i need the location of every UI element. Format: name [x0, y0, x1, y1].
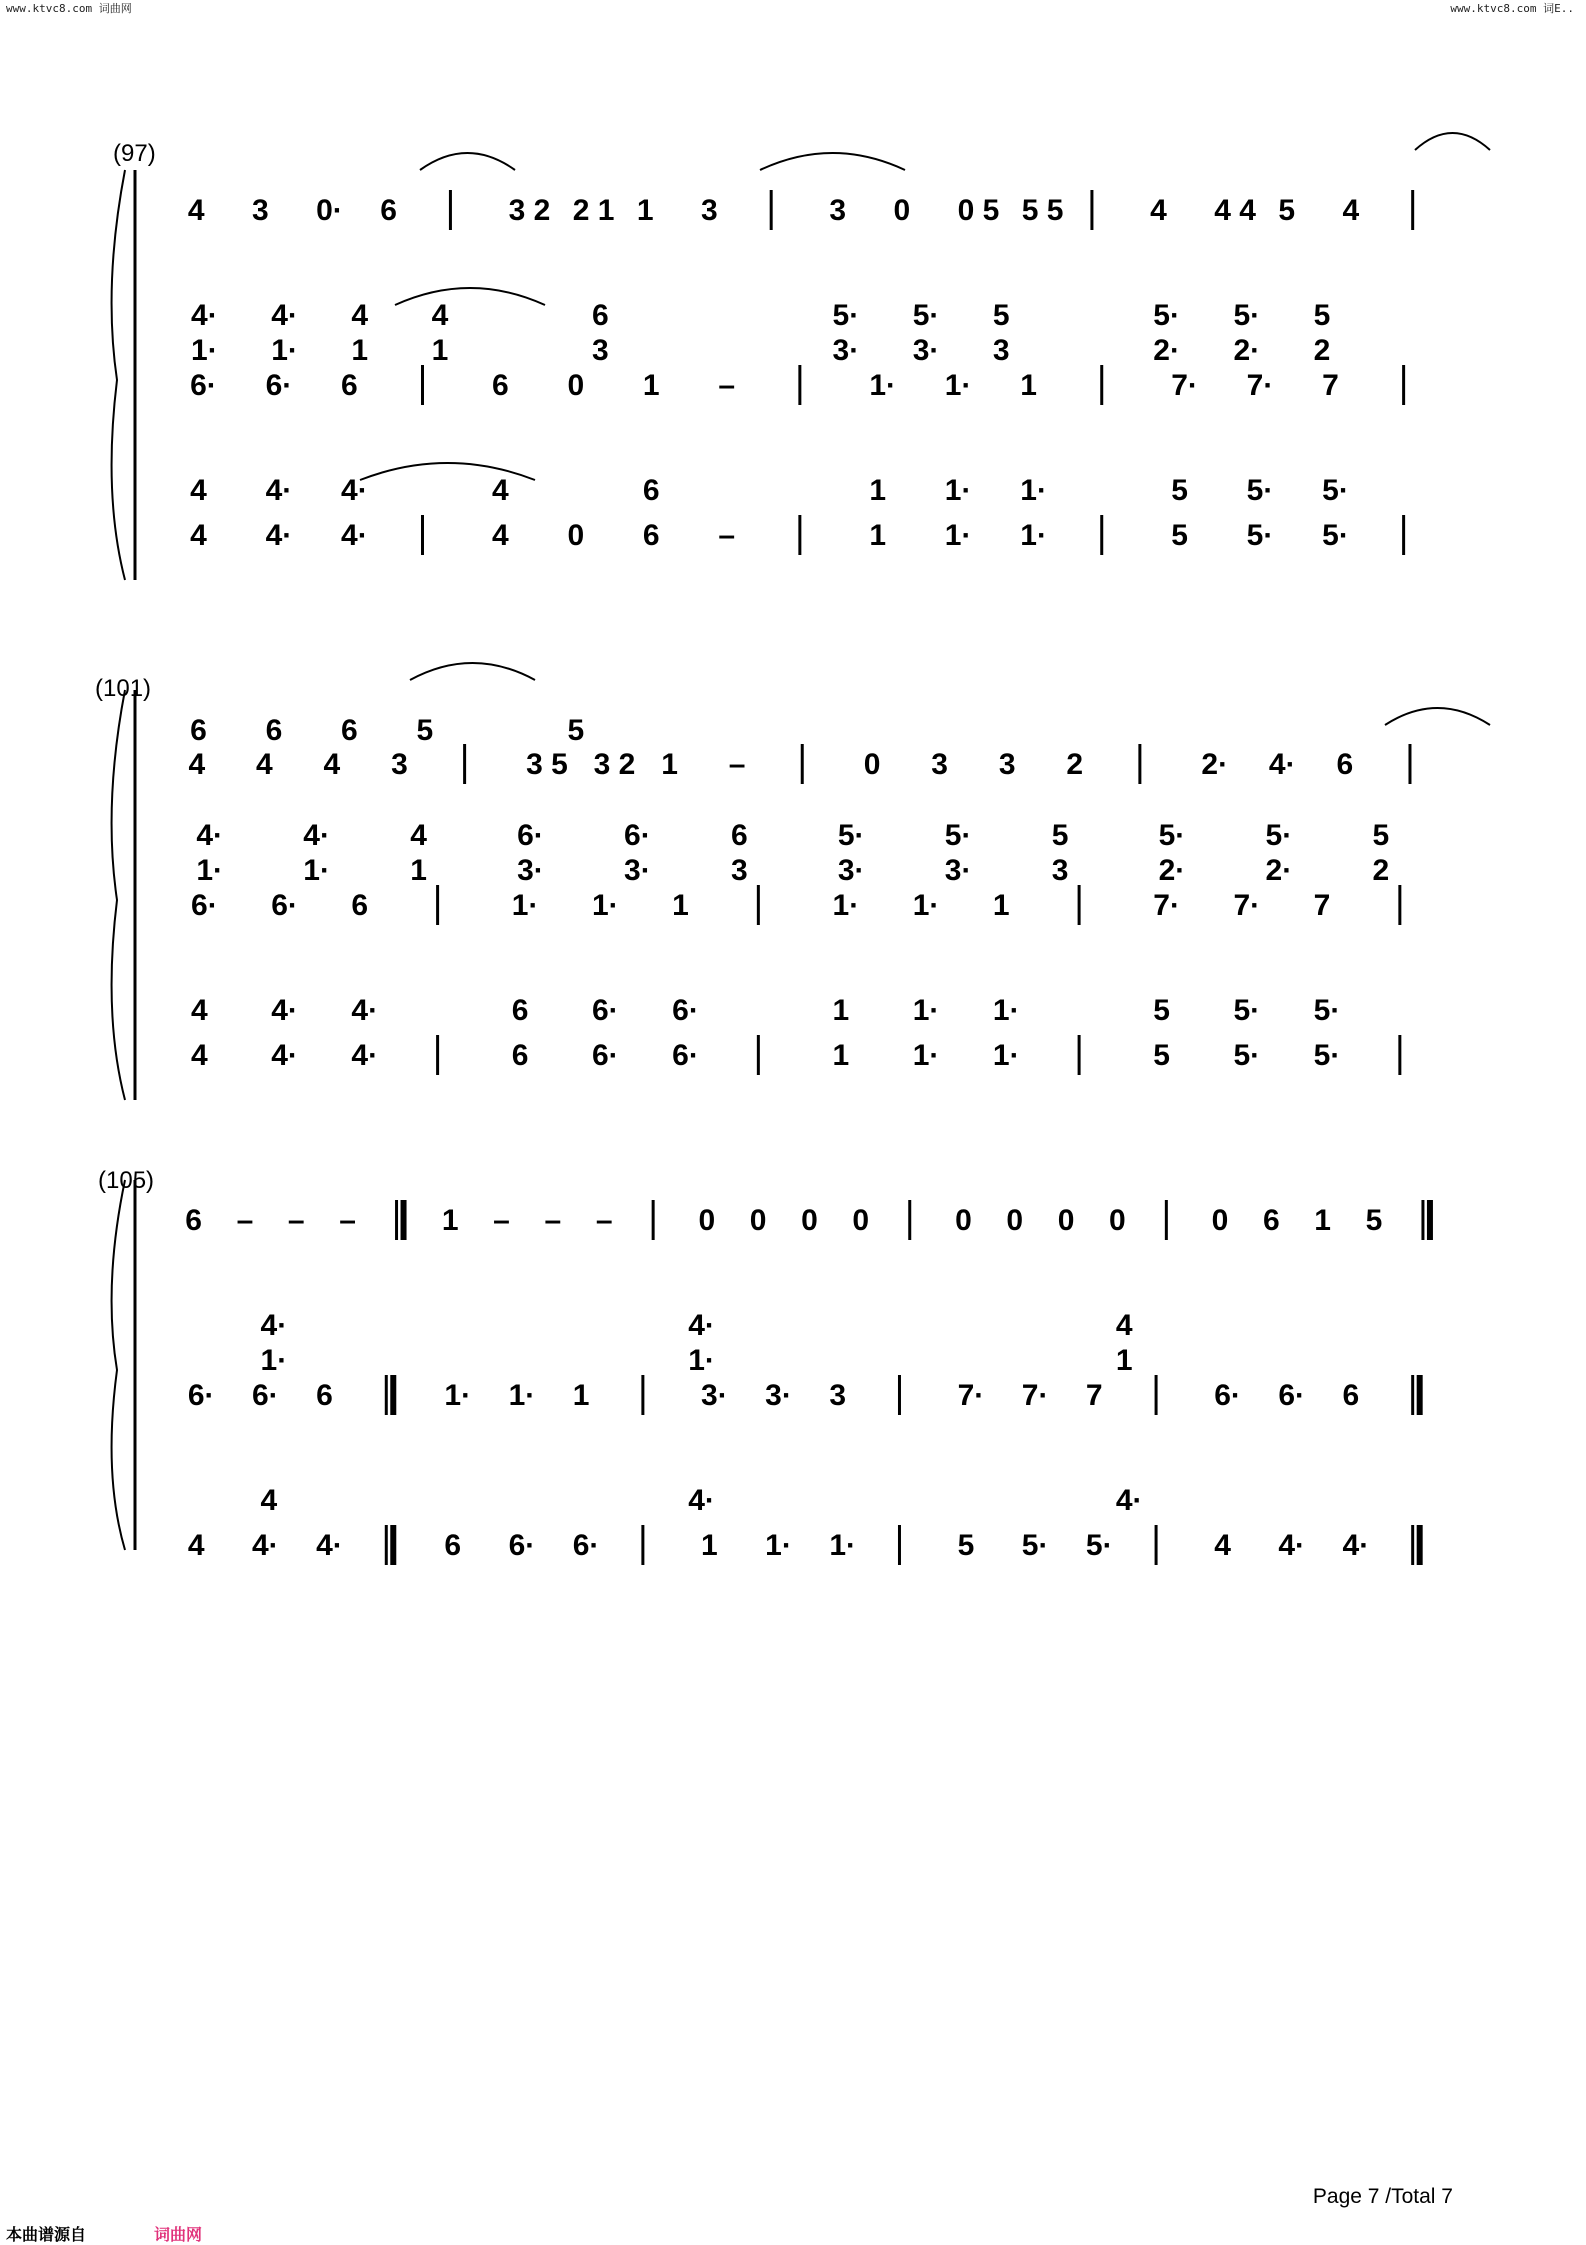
- note: 1·: [511, 889, 539, 922]
- note: 0: [567, 519, 585, 552]
- note: 5·: [837, 819, 865, 852]
- note: 5: [1171, 474, 1188, 507]
- note: 4·: [196, 819, 224, 852]
- note: 1: [410, 854, 427, 887]
- note: 4: [491, 474, 509, 507]
- note: 4 4: [1214, 194, 1256, 227]
- note: 4: [190, 519, 207, 552]
- note: 1·: [196, 854, 224, 887]
- note: 4·: [303, 819, 330, 852]
- note: 3·: [944, 854, 972, 887]
- note: 6: [591, 299, 609, 332]
- note: 0: [863, 748, 881, 781]
- note: 1: [869, 474, 887, 507]
- note: 1·: [992, 994, 1020, 1027]
- note: 2: [1066, 748, 1084, 781]
- note: 1: [832, 1039, 850, 1072]
- note: 3·: [624, 854, 651, 887]
- note: 0·: [316, 194, 343, 227]
- note: 1: [636, 194, 654, 227]
- note: 3: [829, 1379, 847, 1412]
- note: 2: [1313, 334, 1331, 367]
- note: 2·: [1153, 334, 1180, 367]
- note: 6·: [251, 1379, 279, 1412]
- note: 1·: [1020, 474, 1047, 507]
- note: –: [595, 1204, 613, 1237]
- note: 5: [1171, 519, 1188, 552]
- note: 1·: [260, 1344, 288, 1377]
- note: –: [544, 1204, 562, 1237]
- note: 1·: [912, 1039, 940, 1072]
- note: 4: [431, 299, 449, 332]
- note: 5·: [1246, 519, 1274, 552]
- note: 6: [316, 1379, 333, 1412]
- note: 6: [642, 474, 660, 507]
- note: 2·: [1265, 854, 1293, 887]
- note: 1·: [912, 994, 940, 1027]
- note: 5: [992, 299, 1010, 332]
- note: 6·: [591, 994, 619, 1027]
- note: 6: [730, 819, 748, 852]
- note: 6·: [591, 1039, 619, 1072]
- note: 1·: [444, 1379, 472, 1412]
- note: 4·: [271, 299, 298, 332]
- note: 6: [1342, 1379, 1360, 1412]
- measure-label-105: (105): [98, 1167, 155, 1194]
- note: 4·: [1115, 1484, 1143, 1517]
- note: –: [493, 1204, 510, 1237]
- note: 1·: [869, 369, 897, 402]
- note: 5·: [1021, 1529, 1049, 1562]
- note: 4: [1150, 194, 1167, 227]
- note: 4: [1342, 194, 1360, 227]
- note: 1·: [591, 889, 619, 922]
- note: 3: [391, 748, 408, 781]
- note: 5·: [1085, 1529, 1113, 1562]
- note: 6: [190, 714, 207, 747]
- note: 5·: [912, 299, 940, 332]
- note: 6·: [271, 889, 298, 922]
- note: 4: [1115, 1309, 1133, 1342]
- note: 4: [191, 994, 208, 1027]
- note: 6: [351, 889, 369, 922]
- note: 0: [852, 1204, 870, 1237]
- note: 3·: [517, 854, 544, 887]
- note: 1: [1115, 1344, 1133, 1377]
- note: 7·: [1171, 369, 1198, 402]
- note: 3: [829, 194, 847, 227]
- note: 1: [642, 369, 660, 402]
- note: 6: [1336, 748, 1354, 781]
- note: 3·: [765, 1379, 792, 1412]
- note: 5·: [1233, 299, 1261, 332]
- note: 0: [801, 1204, 818, 1237]
- system-brace: [112, 690, 125, 1100]
- note: 3·: [701, 1379, 728, 1412]
- note: 1: [431, 334, 449, 367]
- note: 5·: [1313, 994, 1341, 1027]
- note: 6: [1262, 1204, 1280, 1237]
- note: 1: [661, 748, 678, 781]
- note: 7: [1313, 889, 1331, 922]
- footer-source-label: 本曲谱源自: [6, 2225, 87, 2244]
- note: 5: [416, 714, 434, 747]
- header-site-left: www.ktvc8.com 词曲网: [6, 2, 132, 15]
- note: 3: [730, 854, 748, 887]
- note: 5·: [1322, 519, 1349, 552]
- note: 5·: [1233, 1039, 1261, 1072]
- page-indicator: Page 7 /Total 7: [1312, 2185, 1453, 2208]
- slur: [360, 463, 535, 480]
- note: 4·: [1268, 748, 1296, 781]
- note: 5·: [1246, 474, 1274, 507]
- note: 6·: [191, 889, 218, 922]
- note: 4: [256, 748, 273, 781]
- note: 6: [341, 369, 358, 402]
- note: 7·: [957, 1379, 985, 1412]
- note: 6: [511, 1039, 529, 1072]
- note: 1: [351, 334, 369, 367]
- note: 4: [260, 1484, 278, 1517]
- note: 4: [187, 1529, 205, 1562]
- note: –: [339, 1204, 356, 1237]
- note: 4: [491, 519, 509, 552]
- note: 7·: [1246, 369, 1274, 402]
- note: 0 5: [957, 194, 1000, 227]
- note: 4·: [351, 994, 379, 1027]
- note: 1·: [191, 334, 218, 367]
- note: 3: [701, 194, 718, 227]
- note: 4·: [251, 1529, 279, 1562]
- note: 4·: [1278, 1529, 1306, 1562]
- note: 4·: [316, 1529, 343, 1562]
- note: 0: [698, 1204, 716, 1237]
- note: 1: [441, 1204, 459, 1237]
- note: 7: [1322, 369, 1339, 402]
- note: 5: [1051, 819, 1069, 852]
- note: 4: [351, 299, 369, 332]
- note: 2·: [1201, 748, 1229, 781]
- note: 0: [1006, 1204, 1024, 1237]
- note: 3 2: [508, 194, 551, 227]
- note: 4: [187, 194, 205, 227]
- note: 4·: [265, 474, 293, 507]
- note: 6: [341, 714, 358, 747]
- note: 6·: [572, 1529, 600, 1562]
- note: 0: [955, 1204, 972, 1237]
- note: 3: [998, 748, 1016, 781]
- note: 1: [672, 889, 689, 922]
- measure-label-101: (101): [95, 675, 152, 702]
- note: 6: [491, 369, 509, 402]
- note: 5: [567, 714, 585, 747]
- note: 4·: [688, 1309, 715, 1342]
- note: 5·: [1322, 474, 1349, 507]
- note: 2·: [1158, 854, 1186, 887]
- note: 7: [1085, 1379, 1103, 1412]
- note: 1: [1314, 1204, 1331, 1237]
- note: 4: [1214, 1529, 1231, 1562]
- note: 3: [251, 194, 269, 227]
- note: 4: [190, 474, 207, 507]
- note: 5·: [1265, 819, 1293, 852]
- note: 6: [185, 1204, 202, 1237]
- note: 7·: [1021, 1379, 1049, 1412]
- note: 5 5: [1021, 194, 1064, 227]
- note: 6: [380, 194, 397, 227]
- note: 1·: [832, 889, 860, 922]
- note: 1: [869, 519, 887, 552]
- note: 6·: [265, 369, 293, 402]
- note: 0: [567, 369, 585, 402]
- note: 5·: [944, 819, 972, 852]
- note: 1·: [271, 334, 298, 367]
- slur: [410, 663, 535, 680]
- note: 5·: [1158, 819, 1186, 852]
- slur: [395, 288, 545, 305]
- note: 1·: [944, 474, 972, 507]
- note: 3·: [837, 854, 865, 887]
- note: 2: [1372, 854, 1390, 887]
- note: 3 5: [526, 748, 568, 781]
- note: 5·: [1313, 1039, 1341, 1072]
- note: 1·: [303, 854, 330, 887]
- note: 5: [1153, 994, 1170, 1027]
- note: 4·: [191, 299, 218, 332]
- note: 7·: [1233, 889, 1261, 922]
- note: 5: [1372, 819, 1390, 852]
- measure-label-97: (97): [113, 140, 156, 167]
- note: 4·: [260, 1309, 288, 1342]
- note: 4·: [351, 1039, 379, 1072]
- note: 5: [957, 1529, 975, 1562]
- note: 6·: [508, 1529, 536, 1562]
- note: 6·: [187, 1379, 215, 1412]
- note: 4·: [271, 1039, 298, 1072]
- note: 3: [591, 334, 609, 367]
- note: 2 1: [572, 194, 615, 227]
- note: 4·: [271, 994, 298, 1027]
- footer-site-link[interactable]: 词曲网: [154, 2225, 203, 2244]
- note: 0: [1057, 1204, 1075, 1237]
- note: 0: [749, 1204, 767, 1237]
- note: 0: [893, 194, 911, 227]
- note: 4: [191, 1039, 208, 1072]
- note: 5·: [1233, 994, 1261, 1027]
- note: 1: [572, 1379, 590, 1412]
- note: 6·: [1278, 1379, 1306, 1412]
- note: 1·: [688, 1344, 715, 1377]
- note: 5·: [1153, 299, 1180, 332]
- slur: [1385, 708, 1490, 725]
- note: 6: [265, 714, 283, 747]
- note: 1: [992, 889, 1010, 922]
- note: –: [718, 519, 736, 552]
- note: 4·: [341, 474, 368, 507]
- note: 6·: [672, 994, 699, 1027]
- note: 1·: [508, 1379, 536, 1412]
- note: 6: [642, 519, 660, 552]
- note: 1·: [944, 519, 972, 552]
- note: 1: [701, 1529, 718, 1562]
- slur: [760, 153, 905, 170]
- note: 3: [1051, 854, 1069, 887]
- note: 6·: [624, 819, 651, 852]
- note: 4·: [341, 519, 368, 552]
- header-site-right: www.ktvc8.com 词E..: [1450, 2, 1574, 15]
- note: 1·: [829, 1529, 857, 1562]
- note: –: [236, 1204, 254, 1237]
- note: 5·: [832, 299, 860, 332]
- note: 1·: [765, 1529, 792, 1562]
- note: 0: [1211, 1204, 1229, 1237]
- note: 4·: [265, 519, 293, 552]
- note: 1: [1020, 369, 1037, 402]
- note: 4: [323, 748, 341, 781]
- note: 6·: [672, 1039, 699, 1072]
- note: 6·: [1214, 1379, 1241, 1412]
- note: 7·: [1153, 889, 1180, 922]
- slur: [420, 153, 515, 170]
- note: 0: [1109, 1204, 1126, 1237]
- note: 1·: [944, 369, 972, 402]
- note: 6: [444, 1529, 462, 1562]
- note: 6·: [190, 369, 217, 402]
- note: 6·: [517, 819, 544, 852]
- note: 1·: [1020, 519, 1047, 552]
- note: 4·: [1342, 1529, 1370, 1562]
- note: 1·: [912, 889, 940, 922]
- note: –: [728, 748, 746, 781]
- note: 3·: [832, 334, 860, 367]
- note: 4: [410, 819, 427, 852]
- slur: [1415, 133, 1490, 150]
- note: 3 2: [593, 748, 636, 781]
- note: 3·: [912, 334, 940, 367]
- note: 3: [931, 748, 948, 781]
- note: –: [718, 369, 736, 402]
- note: 6: [511, 994, 529, 1027]
- note: 4·: [688, 1484, 715, 1517]
- note: 4: [188, 748, 206, 781]
- note: 2·: [1233, 334, 1261, 367]
- note: 5: [1153, 1039, 1170, 1072]
- note: 5: [1313, 299, 1331, 332]
- note: –: [287, 1204, 305, 1237]
- system-brace: [112, 170, 125, 580]
- note: 5: [1365, 1204, 1383, 1237]
- note: 1·: [992, 1039, 1020, 1072]
- system-brace: [112, 1180, 125, 1550]
- note: 3: [992, 334, 1010, 367]
- note: 5: [1278, 194, 1296, 227]
- note: 1: [832, 994, 850, 1027]
